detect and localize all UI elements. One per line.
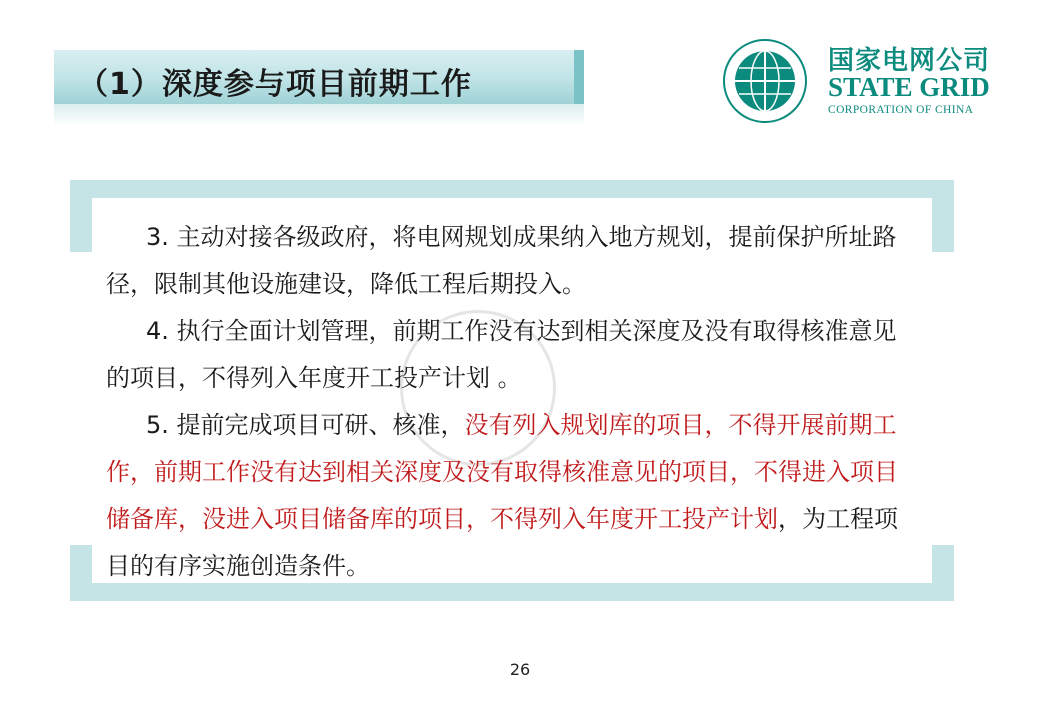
logo-cn-name: 国家电网公司	[828, 46, 991, 76]
page-number: 26	[509, 660, 531, 679]
frame-corner	[70, 180, 92, 252]
frame-corner	[932, 545, 954, 601]
frame-corner	[932, 180, 954, 252]
item-5-prefix: 5. 提前完成项目可研、核准，	[146, 411, 465, 439]
frame-corner	[70, 545, 92, 601]
item-5-suffix: ，为工程项目的有序实施创造条件。	[106, 505, 898, 580]
item-4: 4. 执行全面计划管理，前期工作没有达到相关深度及没有取得核准意见的项目，不得列入年度开工投产计划 。	[106, 317, 897, 392]
logo-en-name: STATE GRID	[828, 72, 990, 102]
item-5	[106, 402, 906, 590]
item-3: 3. 主动对接各级政府，将电网规划成果纳入地方规划，提前保护所址路径，限制其他设施建设，降低工程后期投入。	[106, 223, 897, 298]
page-title: （1）深度参与项目前期工作	[78, 67, 472, 102]
title-bar	[54, 50, 584, 104]
state-grid-logo	[722, 38, 991, 130]
title-reflection	[54, 104, 584, 126]
content-body	[106, 214, 906, 590]
frame-top	[70, 180, 954, 198]
logo-en-subtitle: CORPORATION OF CHINA	[828, 104, 974, 116]
globe-icon	[722, 38, 808, 124]
item-5-highlight: 没有列入规划库的项目，不得开展前期工作，前期工作没有达到相关深度及没有取得核准意见的项目，不得进入项目储备库，没进入项目储备库的项目，不得列入年度开工投产计划	[106, 411, 898, 533]
